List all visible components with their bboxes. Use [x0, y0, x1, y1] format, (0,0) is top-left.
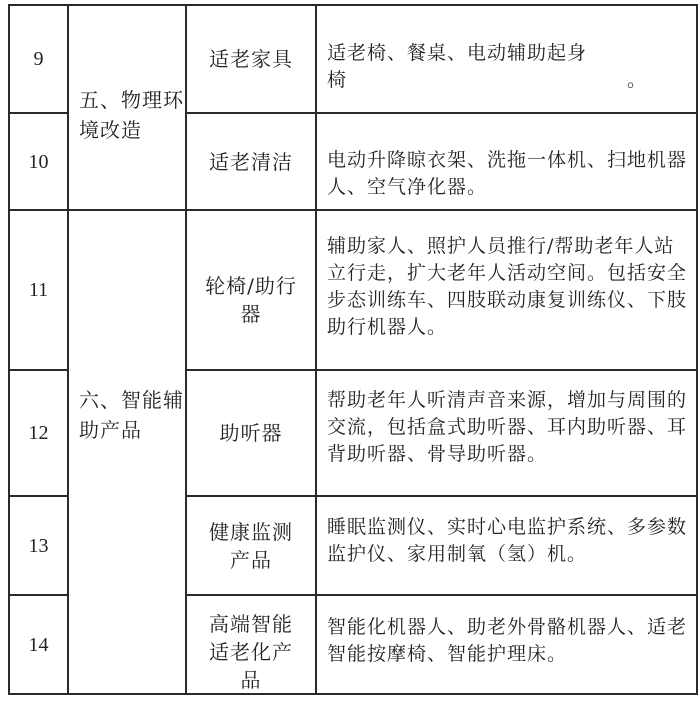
row-divider	[8, 209, 698, 211]
item-cell: 高端智能适老化产品	[209, 612, 293, 692]
description-cell: 帮助老年人听清声音来源，增加与周围的交流，包括盒式助听器、耳内助听器、耳背助听器、骨导助听器。	[327, 389, 688, 465]
table-border-right	[696, 4, 698, 695]
row-number: 9	[33, 48, 44, 70]
item-cell: 适老家具	[209, 47, 293, 71]
row-number: 11	[28, 279, 49, 301]
row-number: 10	[28, 150, 49, 173]
table-border-bottom	[8, 693, 698, 695]
item-cell: 助听器	[219, 421, 283, 445]
description-cell: 睡眠监测仪、实时心电监护系统、多参数监护仪、家用制氧（氢）机。	[327, 516, 688, 565]
description-cell: 电动升降晾衣架、洗拖一体机、扫地机器人、空气净化器。	[327, 149, 688, 198]
table-border-top	[8, 4, 698, 6]
row-number: 14	[28, 633, 49, 656]
row-number: 13	[28, 534, 49, 557]
category-cell: 五、物理环境改造	[79, 88, 184, 142]
description-cell: 智能化机器人、助老外骨骼机器人、适老智能按摩椅、智能护理床。	[327, 616, 688, 665]
description-cell: 辅助家人、照护人员推行/帮助老年人站立行走，扩大老年人活动空间。包括安全步态训练车、四肢联动康复训练仪、下肢助行机器人。	[327, 235, 688, 338]
item-cell: 健康监测产品	[209, 519, 293, 572]
description-cell: 适老椅、餐桌、电动辅助起身椅 。	[327, 42, 648, 91]
item-cell: 适老清洁	[209, 149, 293, 174]
row-number: 12	[28, 422, 49, 444]
category-cell: 六、智能辅助产品	[79, 388, 184, 442]
row-divider	[186, 594, 698, 596]
item-cell: 轮椅/助行器	[205, 274, 297, 326]
